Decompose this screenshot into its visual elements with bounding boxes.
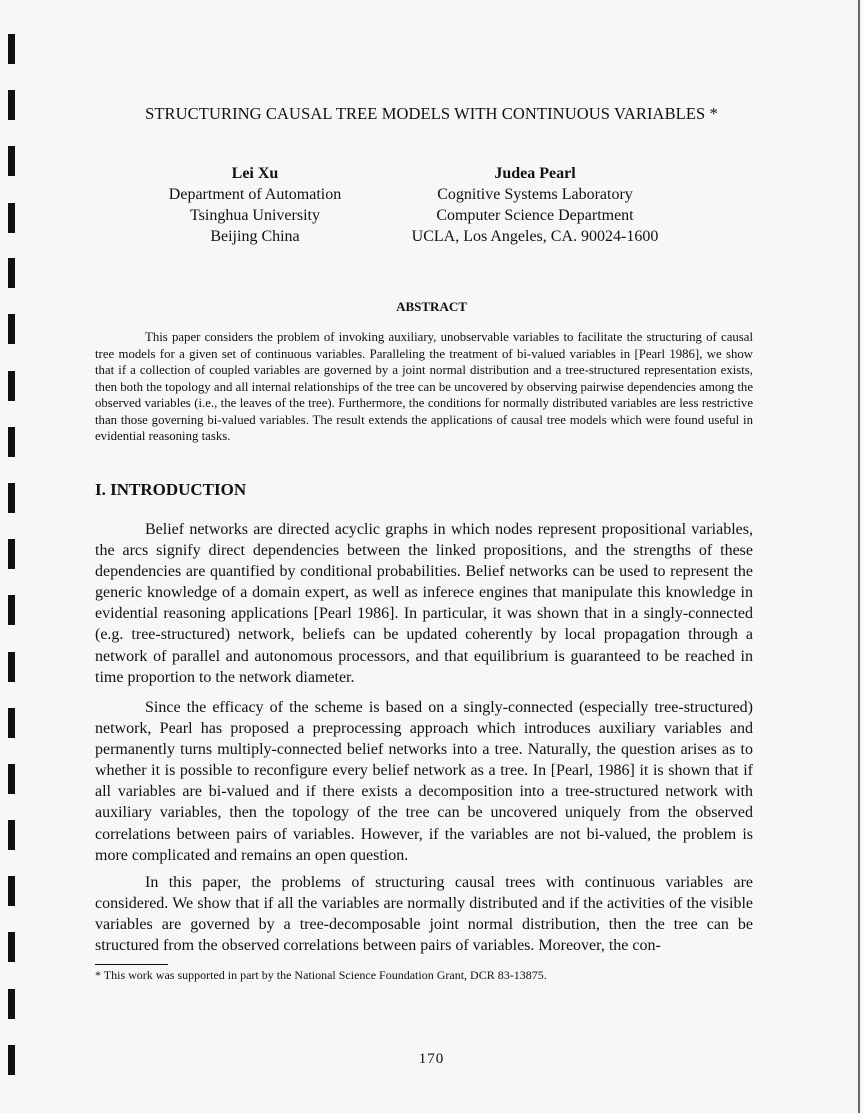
author-affiliation-line: Tsinghua University bbox=[190, 207, 320, 224]
binding-mark bbox=[8, 314, 15, 344]
author-name: Lei Xu bbox=[231, 165, 279, 182]
binding-mark bbox=[8, 876, 15, 906]
binding-mark bbox=[8, 652, 15, 682]
page-number: 170 bbox=[418, 1051, 445, 1067]
footnote-rule bbox=[95, 964, 168, 965]
binding-mark bbox=[8, 932, 15, 962]
author-block-xu bbox=[150, 163, 360, 247]
binding-mark bbox=[8, 764, 15, 794]
author-affiliation-line: Beijing China bbox=[210, 228, 300, 245]
binding-mark bbox=[8, 483, 15, 513]
binding-mark bbox=[8, 539, 15, 569]
binding-mark bbox=[8, 820, 15, 850]
author-affiliation-line: Department of Automation bbox=[168, 186, 342, 203]
binding-mark bbox=[8, 34, 15, 64]
paper-title: STRUCTURING CAUSAL TREE MODELS WITH CONTINUOUS VARIABLES * bbox=[145, 104, 718, 123]
author-affiliation-line: Cognitive Systems Laboratory bbox=[437, 186, 633, 203]
section-heading: I. INTRODUCTION bbox=[95, 480, 247, 499]
binding-mark bbox=[8, 146, 15, 176]
binding-mark bbox=[8, 708, 15, 738]
abstract-body bbox=[95, 329, 753, 445]
page-edge bbox=[858, 0, 860, 1113]
binding-mark bbox=[8, 989, 15, 1019]
abstract-heading: ABSTRACT bbox=[396, 299, 467, 314]
binding-mark bbox=[8, 258, 15, 288]
author-block-pearl bbox=[382, 163, 688, 247]
binding-mark bbox=[8, 427, 15, 457]
body-paragraph: Belief networks are directed acyclic graphs in which nodes represent propositional variables, the arcs signify direct dependencies between the linked propositions, and the strengths of these dependencies are quantified by conditional probabilities. Belief networks can be used to represent the generic knowledge of a domain expert, as well as inferece engines that manipulate this knowledge in evidential reasoning applications [Pearl 1986]. In particular, it was shown that in a singly-connected (e.g. tree-structured) network, beliefs can be updated coherently by local propagation through a network of parallel and autonomous processors, and that equilibrium is guaranteed to be reached in time proportion to the network diameter. bbox=[95, 521, 753, 686]
binding-mark bbox=[8, 203, 15, 233]
binding-marks bbox=[0, 0, 30, 1113]
body-paragraph: In this paper, the problems of structuring causal trees with continuous variables are considered. We show that if all the variables are normally distributed and if the activities of the visible variables are governed by a tree-decomposable joint normal distribution, then the tree can be structured from the observed correlations between pairs of variables. Moreover, the con- bbox=[95, 874, 753, 955]
binding-mark bbox=[8, 371, 15, 401]
binding-mark bbox=[8, 595, 15, 625]
author-name: Judea Pearl bbox=[494, 165, 576, 182]
footnote: * This work was supported in part by the National Science Foundation Grant, DCR 83-13875. bbox=[95, 968, 547, 982]
body-paragraph: Since the efficacy of the scheme is based on a singly-connected (especially tree-structured) network, Pearl has proposed a preprocessing approach which introduces auxiliary variables and permanently turns multiply-connected belief networks into a tree. Naturally, the question arises as to whether it is possible to reconfigure every belief network as a tree. In [Pearl, 1986] it is shown that if all variables are bi-valued and if there exists a decomposition into a tree-structured network with auxiliary variables, then the topology of the tree can be uncovered uniquely from the observed correlations between pairs of variables. However, if the variables are not bi-valued, the problem is more complicated and remains an open question. bbox=[95, 699, 753, 864]
author-affiliation-line: UCLA, Los Angeles, CA. 90024-1600 bbox=[411, 228, 659, 245]
author-affiliation-line: Computer Science Department bbox=[436, 207, 634, 224]
abstract-text: This paper considers the problem of invoking auxiliary, unobservable variables to facilitate the structuring of causal tree models for a given set of continuous variables. Paralleling the treatment of bi-valued variables in [Pearl 1986], we show that if a collection of coupled variables are governed by a joint normal distribution and a tree-structured representation exists, then both the topology and all internal relationships of the tree can be uncovered by observing pairwise dependencies among the observed variables (i.e., the leaves of the tree). Furthermore, the conditions for normally distributed variables are less restrictive than those governing bi-valued variables. The result extends the applications of causal tree models which were found useful in evidential reasoning tasks. bbox=[95, 330, 753, 443]
